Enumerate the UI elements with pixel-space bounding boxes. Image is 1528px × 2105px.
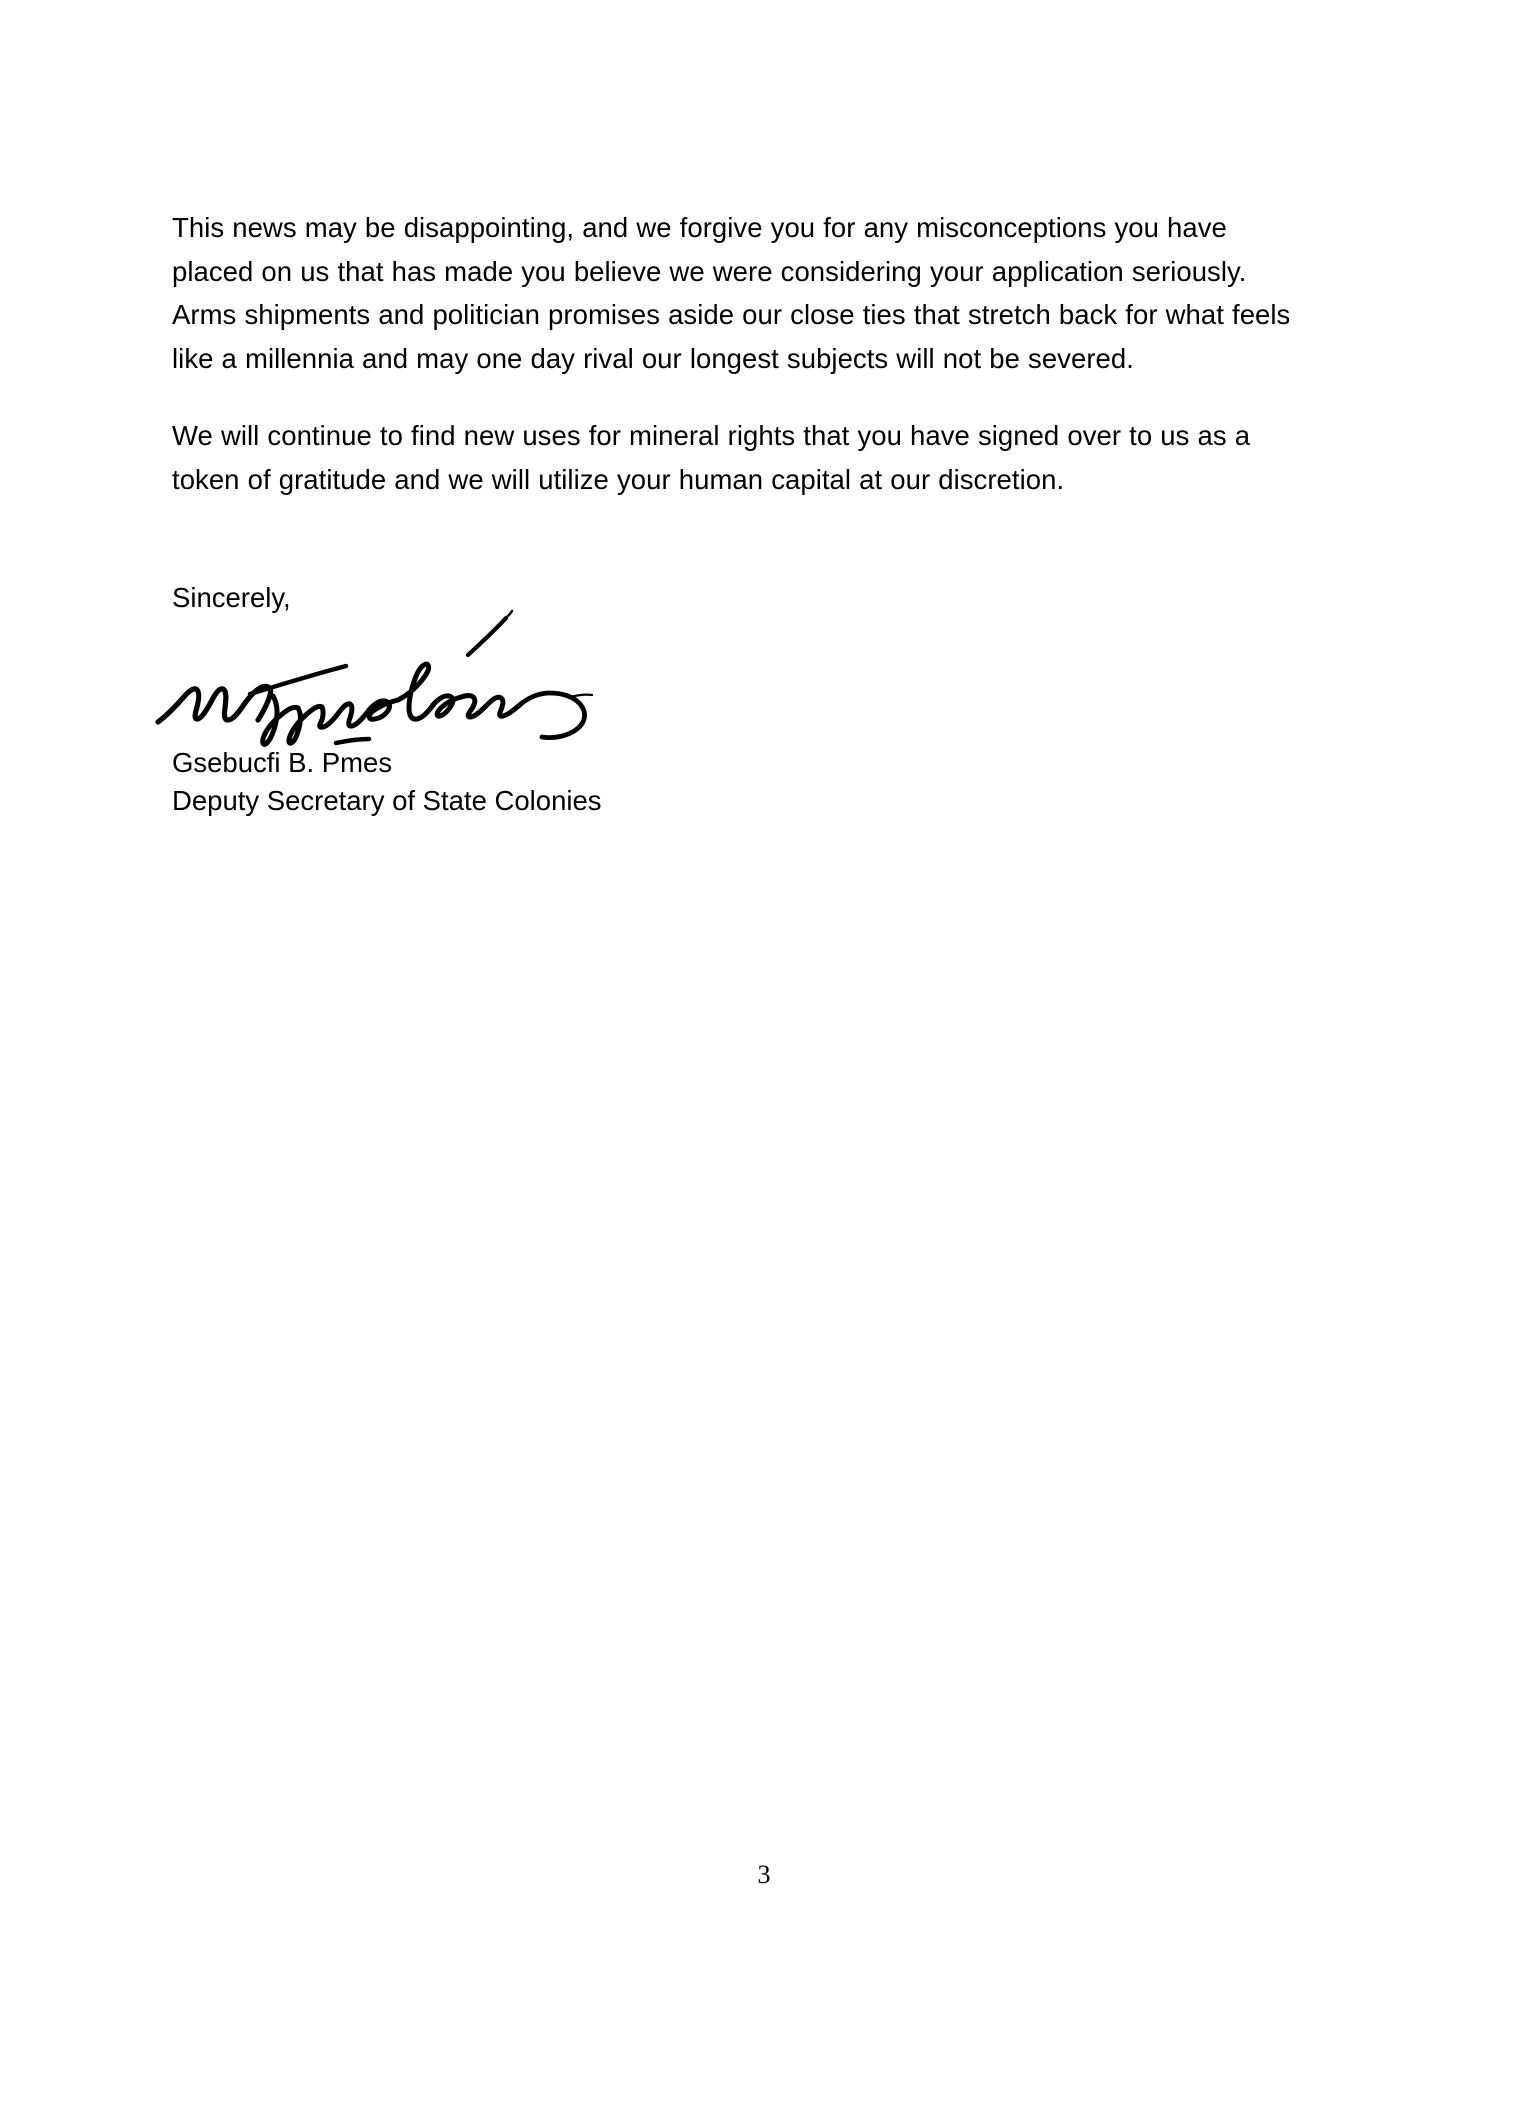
closing-salutation: Sincerely, <box>172 582 291 613</box>
signature-block <box>172 744 602 820</box>
signature-image <box>150 600 650 735</box>
page-number: 3 <box>757 1860 771 1889</box>
signatory-title: Deputy Secretary of State Colonies <box>172 785 602 816</box>
handwritten-signature-icon <box>150 600 650 735</box>
paragraph-2: We will continue to find new uses for mineral rights that you have signed over to us as a token of gratitude and we will utilize your human capital at our discretion. <box>172 420 1251 495</box>
letter-body <box>172 206 1300 501</box>
paragraph-1: This news may be disappointing, and we forgive you for any misconceptions you have placed on us that has made you believe we were considering your application seriously. Arms shipments and politician promises aside our close ties that stretch back for what feels like a millennia and may one day rival our longest subjects will not be severed. <box>172 212 1291 374</box>
signatory-name: Gsebucfi B. Pmes <box>172 747 393 778</box>
